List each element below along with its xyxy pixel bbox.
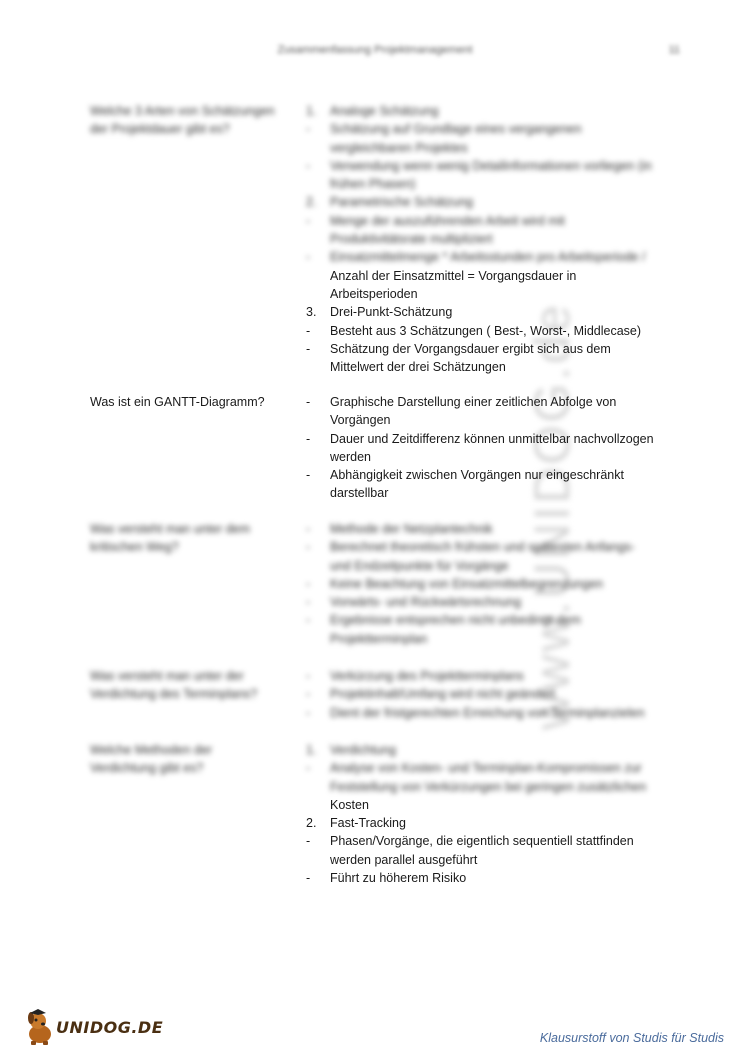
answer-item <box>306 685 656 703</box>
answer-item <box>306 611 656 648</box>
answer-item <box>306 538 656 575</box>
item-text: Einsatzmittelmenge * Arbeitsstunden pro Arbeitsperiode / <box>330 250 646 265</box>
item-text: Analyse von Kosten- und Terminplan-Kompromissen zur Feststellung von Verkürzungen bei geringen zusätzlichen <box>330 761 647 794</box>
item-marker: - <box>306 669 311 683</box>
answer-item <box>306 814 656 832</box>
item-marker: 1. <box>306 104 317 118</box>
answer-list <box>306 393 656 503</box>
answer-item <box>306 340 656 377</box>
item-text: Ergebnisse entsprechen nicht unbedingt dem Projektterminplan <box>330 613 581 646</box>
item-marker: 2. <box>306 816 317 831</box>
item-text: Dauer und Zeitdifferenz können unmittelbar nachvollzogen werden <box>330 431 654 464</box>
answer-list <box>306 667 656 722</box>
item-marker: - <box>306 250 311 265</box>
item-marker: 3. <box>306 305 317 320</box>
item-marker: - <box>306 158 311 173</box>
item-text: Schätzung auf Grundlage eines vergangenen vergleichbaren Projektes <box>330 122 582 155</box>
item-marker: - <box>306 576 311 591</box>
answer-item <box>306 303 656 321</box>
answer-item <box>306 832 656 869</box>
item-marker: - <box>306 431 311 446</box>
answer-list <box>306 520 656 648</box>
item-marker: - <box>306 468 311 483</box>
item-continuation: Kosten <box>330 797 369 812</box>
item-marker: - <box>306 395 311 409</box>
header-title: Zusammenfassung Projektmanagement <box>277 44 473 56</box>
item-marker: - <box>306 687 311 702</box>
item-marker: - <box>306 705 311 720</box>
item-text: Verdichtung <box>330 743 397 757</box>
answer-list <box>306 741 656 887</box>
question-text: Was versteht man unter dem kritischen Weg? <box>90 522 251 555</box>
answer-item <box>306 393 656 430</box>
answer-item <box>306 520 656 538</box>
item-text: Keine Beachtung von Einsatzmittelbegrenzungen <box>330 576 604 591</box>
answer-item <box>306 575 656 593</box>
answer-item <box>306 869 656 887</box>
answer-item <box>306 430 656 467</box>
item-text: Verkürzung des Projektterminplans <box>330 669 524 683</box>
answer-item <box>306 322 656 340</box>
item-marker: - <box>306 613 311 628</box>
answer-item <box>306 102 656 120</box>
answer-item <box>306 466 656 503</box>
item-text: Graphische Darstellung einer zeitlichen Abfolge von Vorgängen <box>330 395 617 428</box>
question-text: Was versteht man unter der Verdichtung des Terminplans? <box>90 669 258 702</box>
item-marker: - <box>306 595 311 610</box>
item-text: Phasen/Vorgänge, die eigentlich sequentiell stattfinden werden parallel ausgeführt <box>330 834 634 867</box>
item-text: Analoge Schätzung <box>330 104 439 118</box>
item-continuation: Anzahl der Einsatzmittel = Vorgangsdauer in Arbeitsperioden <box>330 268 577 301</box>
item-marker: - <box>306 834 311 849</box>
answer-item <box>306 704 656 722</box>
footer-tagline: Klausurstoff von Studis für Studis <box>539 1031 724 1045</box>
item-text: Verwendung wenn wenig Detailinformationen vorliegen (in frühen Phasen) <box>330 158 652 192</box>
item-marker: - <box>306 522 311 536</box>
item-text: Projektinhalt/Umfang wird nicht geändert <box>330 687 556 702</box>
item-marker: - <box>306 213 311 228</box>
item-marker: 1. <box>306 743 317 757</box>
watermark: www.UNIDOG.de <box>524 302 580 730</box>
page-number: 11 <box>668 44 680 56</box>
item-text: Berechnet theoretisch frühsten und spätesten Anfangs- und Endzeitpunkte für Vorgänge <box>330 540 636 573</box>
answer-item <box>306 667 656 685</box>
answer-item <box>306 193 656 211</box>
logo-text: UNIDOG.DE <box>56 1018 164 1037</box>
answer-item <box>306 157 656 194</box>
question-text: Welche 3 Arten von Schätzungen der Projektdauer gibt es? <box>90 104 275 137</box>
item-marker: - <box>306 871 311 886</box>
item-marker: - <box>306 122 311 137</box>
item-text: Parametrische Schätzung <box>330 195 474 210</box>
dog-mascot-icon <box>22 1008 58 1048</box>
item-marker: - <box>306 323 311 338</box>
item-text: Dient der fristgerechten Erreichung von Terminplanzielen <box>330 705 645 720</box>
answer-item <box>306 212 656 249</box>
item-marker: - <box>306 540 311 555</box>
item-text: Vorwärts- und Rückwärtsrechnung <box>330 595 522 610</box>
item-text: Abhängigkeit zwischen Vorgängen nur eingeschränkt darstellbar <box>330 468 624 501</box>
item-text: Führt zu höherem Risiko <box>330 871 467 886</box>
item-marker: - <box>306 341 311 356</box>
answer-item <box>306 741 656 759</box>
item-text: Schätzung der Vorgangsdauer ergibt sich aus dem Mittelwert der drei Schätzungen <box>330 341 611 375</box>
answer-item <box>306 248 656 303</box>
item-text: Methode der Netzplantechnik <box>330 522 493 536</box>
item-text: Fast-Tracking <box>330 816 406 831</box>
question-text: Welche Methoden der Verdichtung gibt es? <box>90 743 213 776</box>
answer-item <box>306 120 656 157</box>
item-text: Besteht aus 3 Schätzungen ( Best-, Worst-, Middlecase) <box>330 323 642 338</box>
item-text: Menge der auszuführenden Arbeit wird mit Produktivitätsrate multipliziert <box>330 213 565 247</box>
item-marker: 2. <box>306 195 317 210</box>
answer-item <box>306 593 656 611</box>
answer-list <box>306 102 656 376</box>
item-marker: - <box>306 761 311 776</box>
question-text: Was ist ein GANTT-Diagramm? <box>90 395 265 409</box>
item-text: Drei-Punkt-Schätzung <box>330 305 453 320</box>
answer-item <box>306 759 656 814</box>
unidog-logo <box>22 1008 164 1048</box>
